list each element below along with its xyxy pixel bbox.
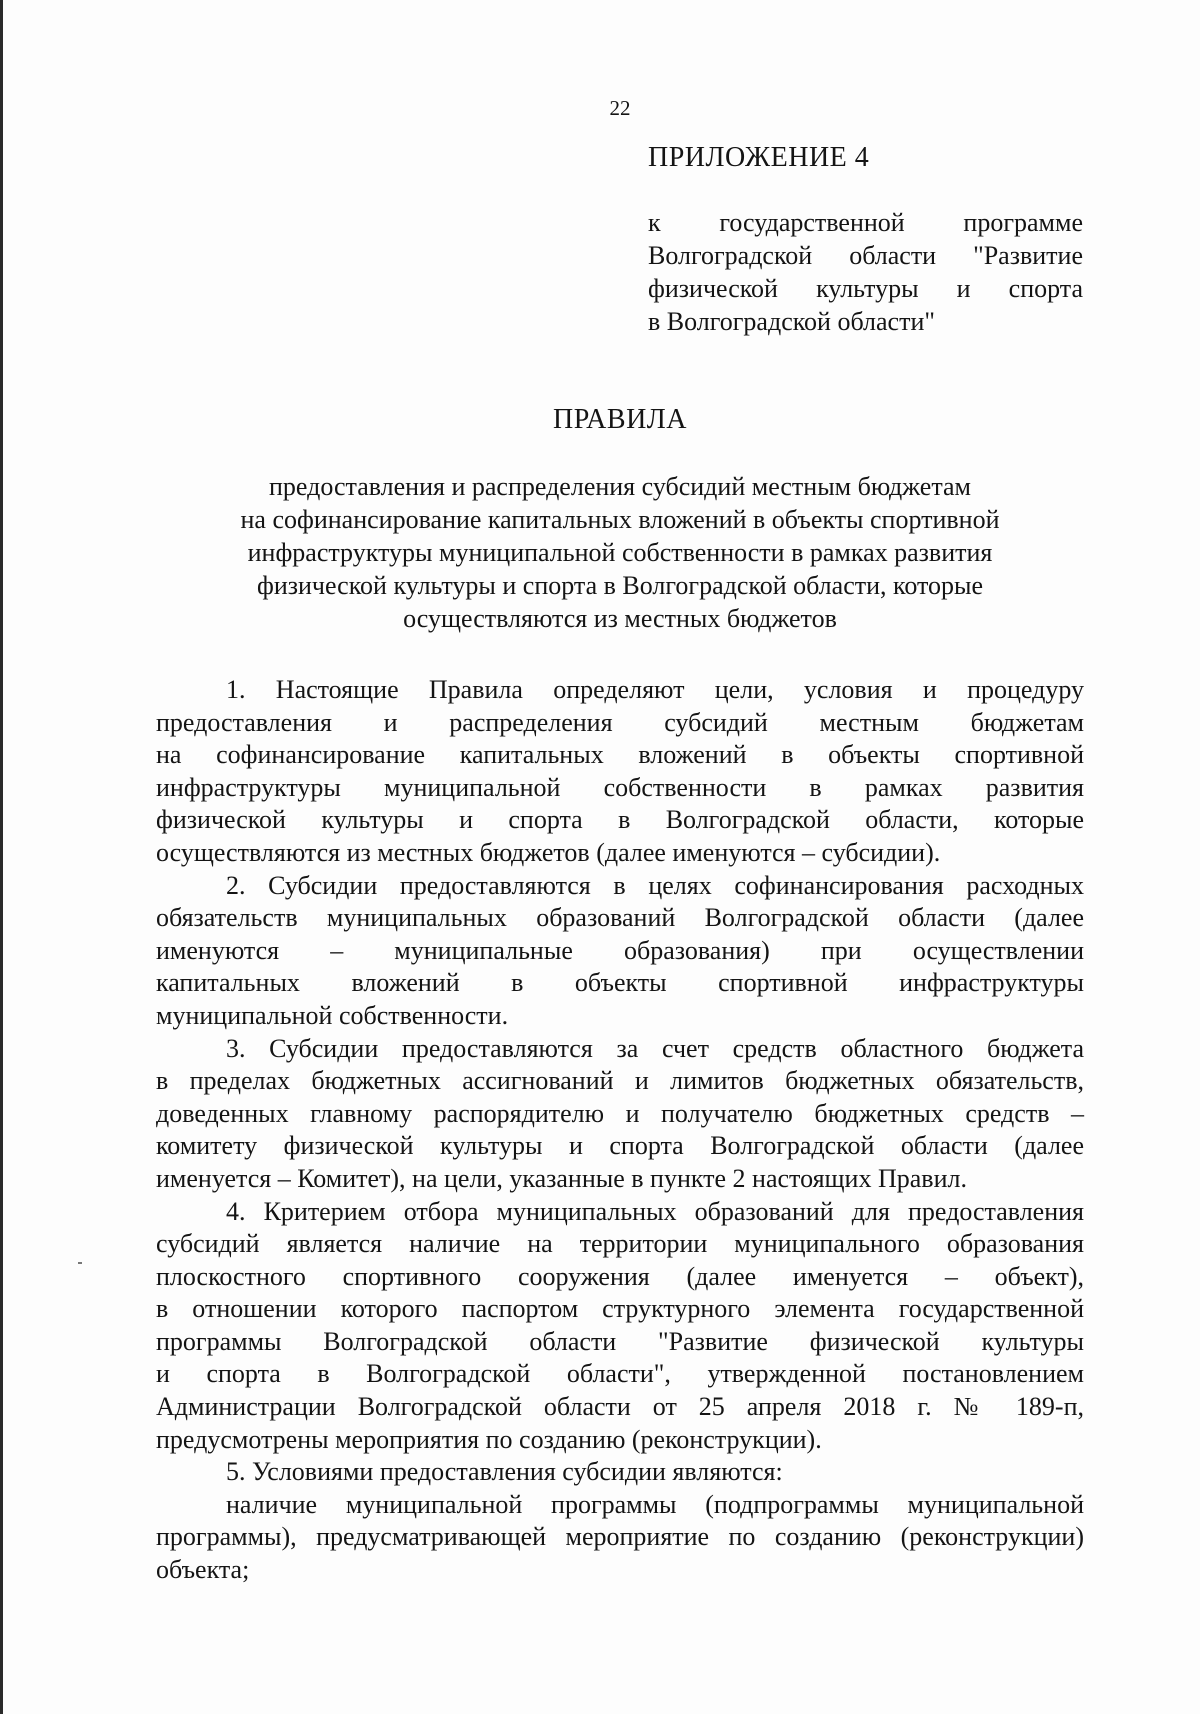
- paragraph-line: именуется – Комитет), на цели, указанные в пункте 2 настоящих Правил.: [156, 1163, 967, 1193]
- paragraph-line: именуются – муниципальные образования) при осуществлении: [156, 935, 1084, 965]
- paragraph-3: [156, 1033, 1084, 1196]
- paragraph-line: 2. Субсидии предоставляются в целях софинансирования расходных: [226, 870, 1084, 900]
- appendix-reference: [648, 206, 1083, 338]
- rules-body: [156, 674, 1084, 1587]
- scan-left-edge: [0, 0, 3, 1714]
- paragraph-line: комитету физической культуры и спорта Волгоградской области (далее: [156, 1131, 1084, 1161]
- paragraph-line: и спорта в Волгоградской области", утвержденной постановлением: [156, 1359, 1084, 1389]
- paragraph-5-condition-1: [156, 1489, 1084, 1587]
- page-number: 22: [609, 96, 631, 120]
- subtitle-line: предоставления и распределения субсидий местным бюджетам: [268, 472, 972, 501]
- paragraph-line: доведенных главному распорядителю и получателю бюджетных средств –: [156, 1098, 1084, 1128]
- paragraph-line: программы Волгоградской области "Развитие физической культуры: [156, 1326, 1084, 1356]
- appendix-line: физической культуры и спорта: [648, 274, 1083, 303]
- paragraph-line: плоскостного спортивного сооружения (далее именуется – объект),: [156, 1261, 1084, 1291]
- paragraph-line: наличие муниципальной программы (подпрограммы муниципальной: [226, 1489, 1084, 1519]
- paragraph-2: [156, 870, 1084, 1033]
- paragraph-line: инфраструктуры муниципальной собственности в рамках развития: [156, 772, 1084, 802]
- subtitle-line: физической культуры и спорта в Волгоградской области, которые: [256, 571, 984, 600]
- appendix-line: в Волгоградской области": [648, 307, 935, 336]
- subtitle-line: осуществляются из местных бюджетов: [403, 604, 837, 633]
- paragraph-line: 4. Критерием отбора муниципальных образований для предоставления: [226, 1196, 1084, 1226]
- rules-title: ПРАВИЛА: [552, 404, 688, 435]
- scan-margin-mark: [78, 1262, 82, 1264]
- paragraph-line: капитальных вложений в объекты спортивной инфраструктуры: [156, 968, 1084, 998]
- paragraph-line: 1. Настоящие Правила определяют цели, условия и процедуру: [226, 675, 1084, 704]
- appendix-line: Волгоградской области "Развитие: [648, 241, 1083, 270]
- paragraph-line: 5. Условиями предоставления субсидии являются:: [226, 1457, 783, 1487]
- paragraph-line: осуществляются из местных бюджетов (далее именуются – субсидии).: [156, 837, 941, 867]
- paragraph-line: Администрации Волгоградской области от 25 апреля 2018 г. № 189-п,: [156, 1392, 1084, 1422]
- paragraph-line: 3. Субсидии предоставляются за счет средств областного бюджета: [226, 1033, 1084, 1063]
- paragraph-line: субсидий является наличие на территории муниципального образования: [156, 1229, 1084, 1259]
- paragraph-line: программы), предусматривающей мероприятие по созданию (реконструкции): [156, 1522, 1084, 1552]
- paragraph-line: в пределах бюджетных ассигнований и лимитов бюджетных обязательств,: [156, 1066, 1084, 1096]
- paragraph-line: физической культуры и спорта в Волгоградской области, которые: [156, 805, 1084, 835]
- paragraph-4: [156, 1196, 1084, 1457]
- subtitle-line: инфраструктуры муниципальной собственности в рамках развития: [247, 538, 993, 567]
- paragraph-line: предоставления и распределения субсидий местным бюджетам: [156, 707, 1084, 737]
- paragraph-line: муниципальной собственности.: [156, 1000, 509, 1030]
- appendix-line: к государственной программе: [648, 208, 1083, 237]
- paragraph-line: на софинансирование капитальных вложений в объекты спортивной: [156, 740, 1084, 770]
- paragraph-line: обязательств муниципальных образований Волгоградской области (далее: [156, 903, 1084, 933]
- paragraph-5: [156, 1456, 1084, 1489]
- paragraph-line: предусмотрены мероприятия по созданию (реконструкции).: [156, 1424, 822, 1454]
- appendix-title: ПРИЛОЖЕНИЕ 4: [648, 142, 870, 173]
- paragraph-line: в отношении которого паспортом структурного элемента государственной: [156, 1294, 1084, 1324]
- paragraph-1: [156, 674, 1084, 870]
- subtitle-line: на софинансирование капитальных вложений в объекты спортивной: [240, 505, 1000, 534]
- rules-subtitle: [160, 470, 1080, 635]
- paragraph-line: объекта;: [156, 1555, 250, 1585]
